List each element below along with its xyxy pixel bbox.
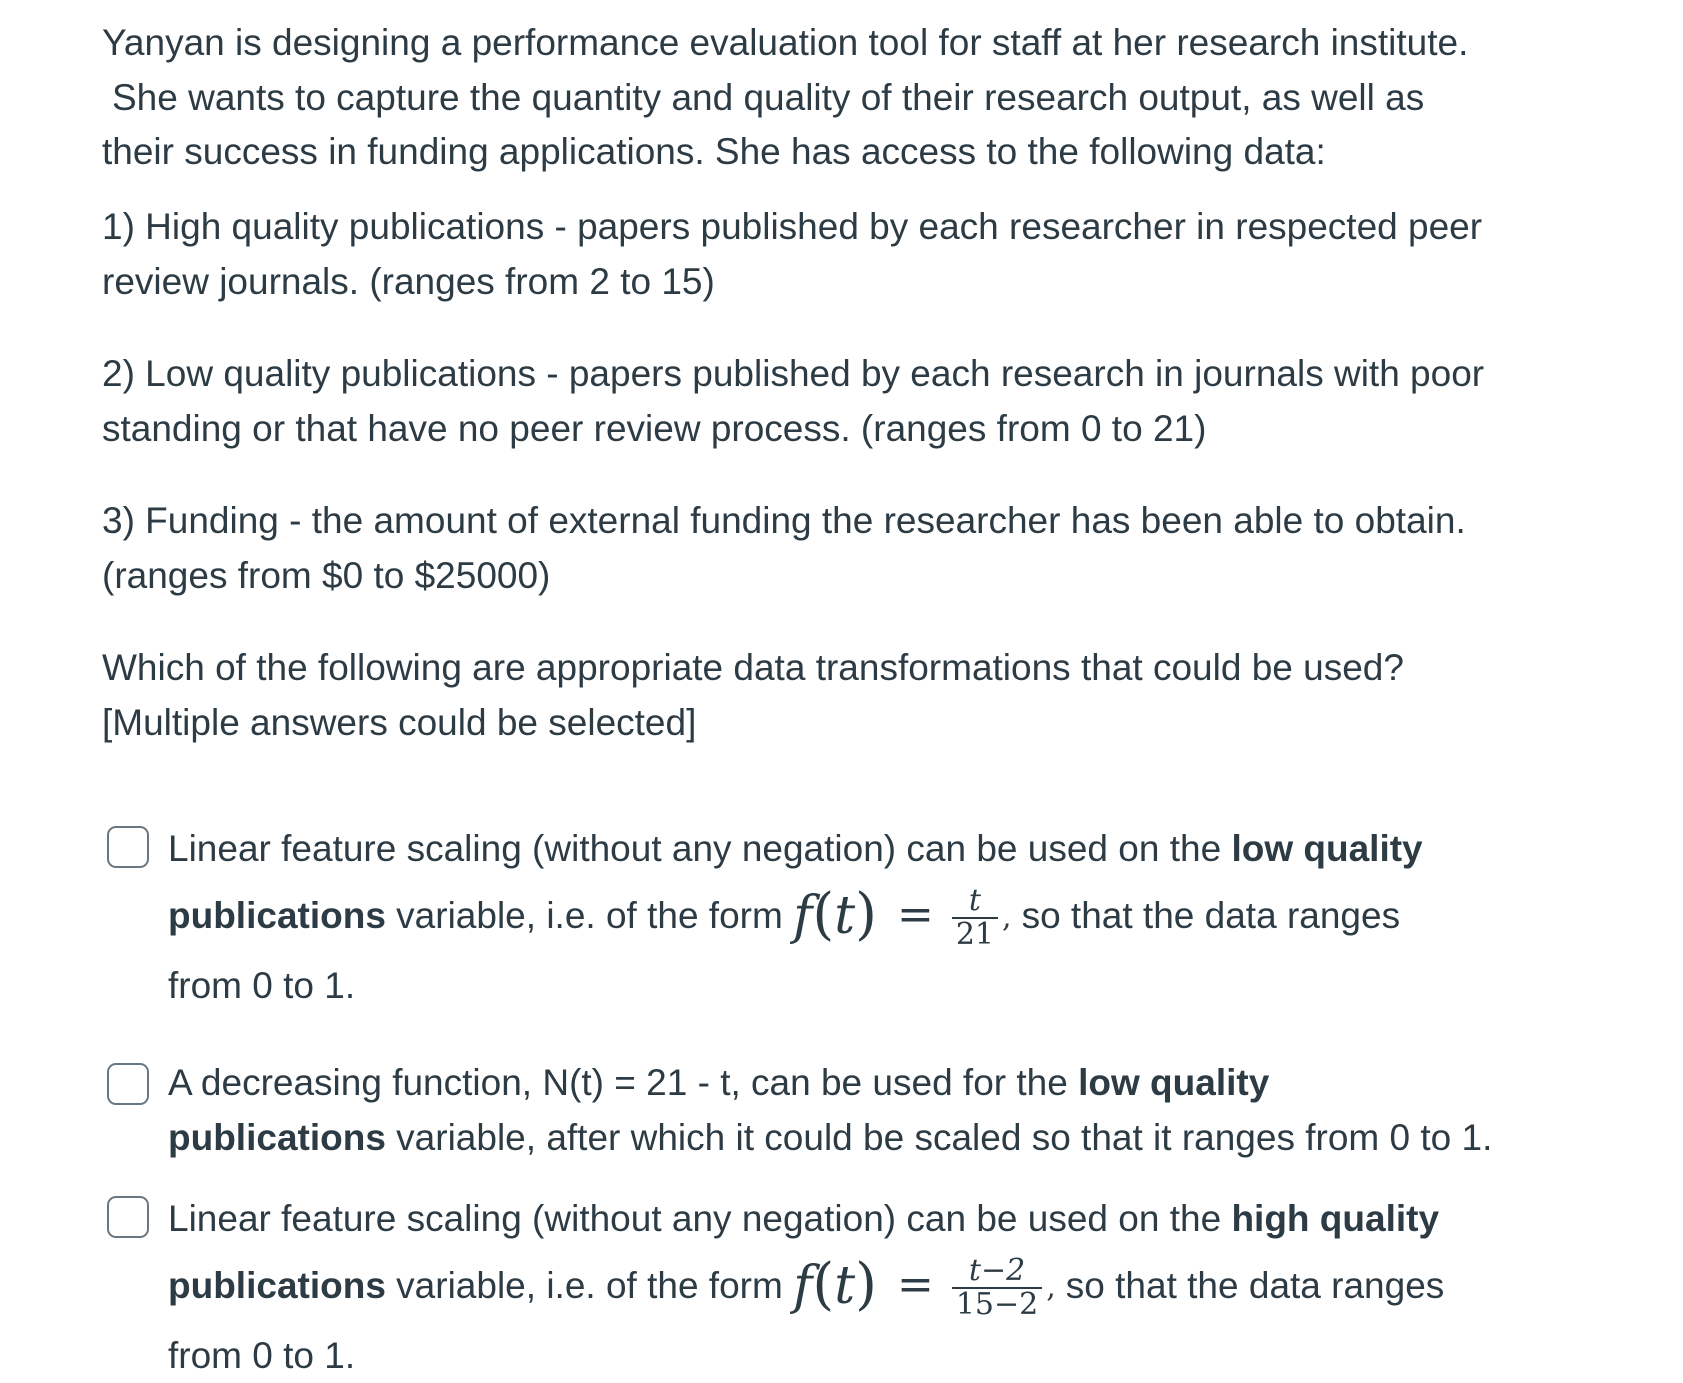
option-1-line: from 0 to 1. (168, 959, 1588, 1014)
option-2-checkbox[interactable] (107, 1063, 149, 1105)
intro-paragraph (102, 16, 1562, 180)
formula-f-of-t: f(t) (793, 1265, 877, 1306)
option-3-line: Linear feature scaling (without any negation) can be used on the high quality (168, 1192, 1588, 1247)
question-line: [Multiple answers could be selected] (102, 696, 1562, 751)
option-3-checkbox[interactable] (107, 1196, 149, 1238)
intro-line: She wants to capture the quantity and quality of their research output, as well as (102, 71, 1562, 126)
option-1-label[interactable] (168, 822, 1588, 1013)
fraction: $\frac{t-2}{15-2}$ (952, 1255, 1042, 1321)
formula-f-of-t: f(t) (793, 895, 877, 936)
question-line: Which of the following are appropriate data transformations that could be used? (102, 641, 1562, 696)
option-1-line: publications variable, i.e. of the form f(t) = $\frac{t}{21}$ , so that the data ranges (168, 885, 1588, 951)
option-3-line: publications variable, i.e. of the form f(t) = $\frac{t-2}{15-2}$ , so that the data ranges (168, 1255, 1588, 1321)
data-item-line: 3) Funding - the amount of external funding the researcher has been able to obtain. (102, 494, 1562, 549)
option-3-label[interactable] (168, 1192, 1588, 1383)
fraction: $\frac{t}{21}$ (952, 885, 998, 951)
data-item-line: 1) High quality publications - papers published by each researcher in respected peer (102, 200, 1562, 255)
intro-line: their success in funding applications. She has access to the following data: (102, 125, 1562, 180)
data-item-high-quality (102, 200, 1562, 309)
data-item-line: review journals. (ranges from 2 to 15) (102, 255, 1562, 310)
data-item-line: (ranges from $0 to $25000) (102, 549, 1562, 604)
data-item-line: 2) Low quality publications - papers published by each research in journals with poor (102, 347, 1562, 402)
option-1-line: Linear feature scaling (without any negation) can be used on the low quality (168, 822, 1588, 877)
intro-line: Yanyan is designing a performance evaluation tool for staff at her research institute. (102, 16, 1562, 71)
data-item-low-quality (102, 347, 1562, 456)
question-prompt (102, 641, 1562, 750)
option-3-line: from 0 to 1. (168, 1329, 1588, 1383)
option-2-line: publications variable, after which it could be scaled so that it ranges from 0 to 1. (168, 1111, 1588, 1166)
data-item-line: standing or that have no peer review process. (ranges from 0 to 21) (102, 402, 1562, 457)
option-2-line: A decreasing function, N(t) = 21 - t, can be used for the low quality (168, 1056, 1588, 1111)
option-1-checkbox[interactable] (107, 826, 149, 868)
data-item-funding (102, 494, 1562, 603)
option-2-label[interactable] (168, 1056, 1588, 1165)
